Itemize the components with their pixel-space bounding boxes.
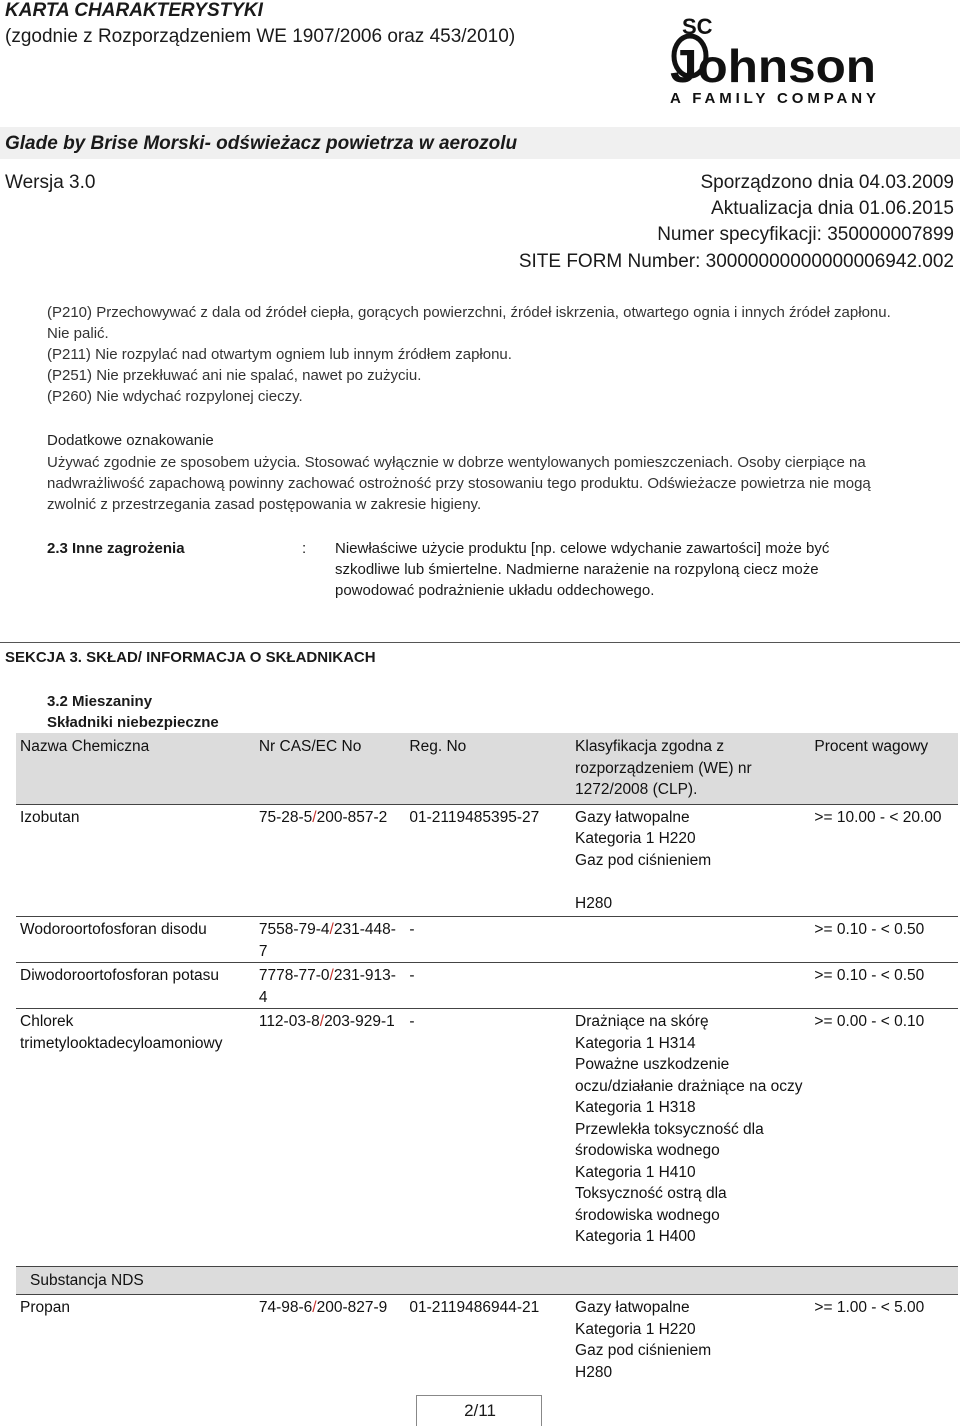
cell-percent: >= 10.00 - < 20.00 (810, 804, 958, 917)
table-header-row (16, 733, 958, 804)
logo-sc-text: SC (682, 14, 713, 39)
product-name: Glade by Brise Morski- odświeżacz powietrza w aerozolu (5, 133, 518, 154)
classification-line: Toksyczność ostrą dla środowiska wodnego (575, 1185, 727, 1224)
cell-name: Chlorek trimetylooktadecyloamoniowy (16, 1009, 255, 1267)
cas-number: 7558-79-4 (258, 921, 330, 938)
section3-heading: SEKCJA 3. SKŁAD/ INFORMACJA O SKŁADNIKACH (5, 649, 376, 666)
document-title: KARTA CHARAKTERYSTYKI (5, 0, 263, 21)
classification-line: Kategoria 1 H410 (575, 1163, 696, 1181)
other-hazards-line: Niewłaściwe użycie produktu [np. celowe wdychanie zawartości] może być (335, 540, 830, 557)
nds-header-row (16, 1266, 958, 1295)
classification-line: Przewlekła toksyczność dla środowiska wodnego (575, 1120, 764, 1159)
precaution-line: (P210) Przechowywać z dala od źródeł ciepła, gorących powierzchni, źródeł iskrzenia, otwartego ognia i innych źródeł zapłonu. (47, 304, 891, 321)
cell-name: Diwodoroortofosforan potasu (16, 963, 255, 1009)
spec-number: Numer specyfikacji: 350000007899 (657, 224, 954, 245)
cell-cas: 74-98-6/200-827-9 (255, 1295, 406, 1384)
classification-line: H280 (575, 1363, 613, 1381)
classification-spacer (575, 871, 806, 893)
logo-tagline-text: A FAMILY COMPANY (670, 90, 876, 107)
classification-line: Gaz pod ciśnieniem (575, 1342, 712, 1359)
cas-number: 112-03-8 (258, 1013, 320, 1030)
ec-number: 231-448-7 (258, 921, 396, 960)
version-label: Wersja 3.0 (5, 172, 96, 193)
classification-line: Poważne uszkodzenie oczu/działanie drażniące na oczy (575, 1056, 803, 1095)
precaution-line: (P260) Nie wdychać rozpylonej cieczy. (47, 388, 303, 405)
classification-line: H280 (575, 894, 613, 912)
col-header-classification: Klasyfikacja zgodna z rozporządzeniem (WE) nr 1272/2008 (CLP). (571, 733, 810, 804)
cell-percent: >= 0.10 - < 0.50 (810, 917, 958, 963)
hazardous-components-heading: Składniki niebezpieczne (47, 714, 219, 731)
classification-line: Kategoria 1 H220 (575, 830, 696, 847)
col-header-name: Nazwa Chemiczna (16, 733, 255, 804)
cell-cas: 7558-79-4/231-448-7 (255, 917, 406, 963)
site-form-number: SITE FORM Number: 30000000000000006942.002 (518, 251, 954, 272)
additional-line: zwolnić z przestrzegania zasad postępowania w zakresie higieny. (47, 496, 482, 513)
additional-labeling-text (47, 452, 871, 515)
precaution-line: (P211) Nie rozpylać nad otwartym ogniem lub innym źródłem zapłonu. (47, 346, 512, 363)
other-hazards-label: 2.3 Inne zagrożenia (47, 540, 185, 557)
table-row (16, 1009, 958, 1267)
cell-cas: 75-28-5/200-857-2 (255, 804, 406, 917)
other-hazards-colon: : (302, 540, 307, 557)
precaution-line: (P251) Nie przekłuwać ani nie spalać, nawet po zużyciu. (47, 367, 422, 384)
cell-classification (571, 804, 810, 917)
logo-johnson-text: Johnson (670, 40, 876, 92)
cell-name: Izobutan (16, 804, 255, 917)
cas-number: 7778-77-0 (258, 967, 330, 984)
table-row (16, 917, 958, 963)
additional-line: Używać zgodnie ze sposobem użycia. Stosować wyłącznie w dobrze wentylowanych pomieszczeniach. Osoby cierpiące na (47, 454, 866, 471)
precaution-line: Nie palić. (47, 325, 109, 342)
classification-line: Gaz pod ciśnieniem (575, 851, 712, 869)
cell-classification (571, 1009, 810, 1267)
col-header-reg: Reg. No (405, 733, 571, 804)
cell-classification (571, 963, 810, 1009)
cell-name: Propan (16, 1295, 255, 1384)
cell-classification (571, 917, 810, 963)
sc-johnson-logo-icon (668, 10, 880, 110)
classification-line: Kategoria 1 H318 (575, 1099, 696, 1116)
sc-johnson-logo (668, 10, 880, 110)
cas-number: 74-98-6 (258, 1299, 313, 1316)
other-hazards-text (335, 538, 829, 601)
cell-reg: 01-2119485395-27 (405, 804, 571, 917)
cell-percent: >= 1.00 - < 5.00 (810, 1295, 958, 1384)
cell-percent: >= 0.00 - < 0.10 (810, 1009, 958, 1267)
classification-line: Kategoria 1 H400 (575, 1228, 696, 1245)
other-hazards-line: szkodliwe lub śmiertelne. Nadmierne narażenie na rozpyloną ciecz może (335, 561, 819, 578)
cell-cas: 7778-77-0/231-913-4 (255, 963, 406, 1009)
table-row (16, 804, 958, 917)
updated-date: Aktualizacja dnia 01.06.2015 (711, 198, 954, 219)
cell-percent: >= 0.10 - < 0.50 (810, 963, 958, 1009)
cas-number: 75-28-5 (258, 808, 313, 826)
classification-line: Gazy łatwopalne (575, 1299, 690, 1316)
classification-line: Drażniące na skórę (575, 1013, 709, 1030)
document-subtitle: (zgodnie z Rozporządzeniem WE 1907/2006 oraz 453/2010) (5, 26, 516, 47)
precaution-list (47, 302, 891, 407)
additional-line: nadwrażliwość zapachową powinny zachować ostrożność przy stosowaniu tego produktu. Odświeżacze powietrza nie mogą (47, 475, 871, 492)
cell-classification (571, 1295, 810, 1384)
cell-name: Wodoroortofosforan disodu (16, 917, 255, 963)
page-number: 2/11 (464, 1401, 496, 1420)
table-row (16, 963, 958, 1009)
mixtures-heading: 3.2 Mieszaniny (47, 693, 153, 710)
col-header-cas: Nr CAS/EC No (255, 733, 406, 804)
additional-labeling-heading: Dodatkowe oznakowanie (47, 432, 214, 449)
section-divider (0, 642, 960, 643)
cell-reg: - (405, 917, 571, 963)
classification-line: Kategoria 1 H220 (575, 1320, 696, 1338)
classification-line: Kategoria 1 H314 (575, 1034, 696, 1052)
col-header-percent: Procent wagowy (810, 733, 958, 804)
components-table (16, 733, 958, 1383)
ec-number: 200-827-9 (316, 1299, 388, 1316)
nds-header: Substancja NDS (16, 1266, 958, 1295)
cell-reg: - (405, 963, 571, 1009)
ec-number: 203-929-1 (324, 1013, 395, 1030)
cell-cas: 112-03-8/203-929-1 (255, 1009, 406, 1267)
table-row (16, 1295, 958, 1384)
cell-reg: 01-2119486944-21 (405, 1295, 571, 1384)
ec-number: 200-857-2 (316, 808, 388, 826)
other-hazards-line: powodować podrażnienie układu oddechowego. (335, 582, 655, 599)
classification-line: Gazy łatwopalne (575, 808, 690, 826)
ec-number: 231-913-4 (258, 967, 396, 1006)
prepared-date: Sporządzono dnia 04.03.2009 (700, 172, 954, 193)
cell-reg: - (405, 1009, 571, 1267)
